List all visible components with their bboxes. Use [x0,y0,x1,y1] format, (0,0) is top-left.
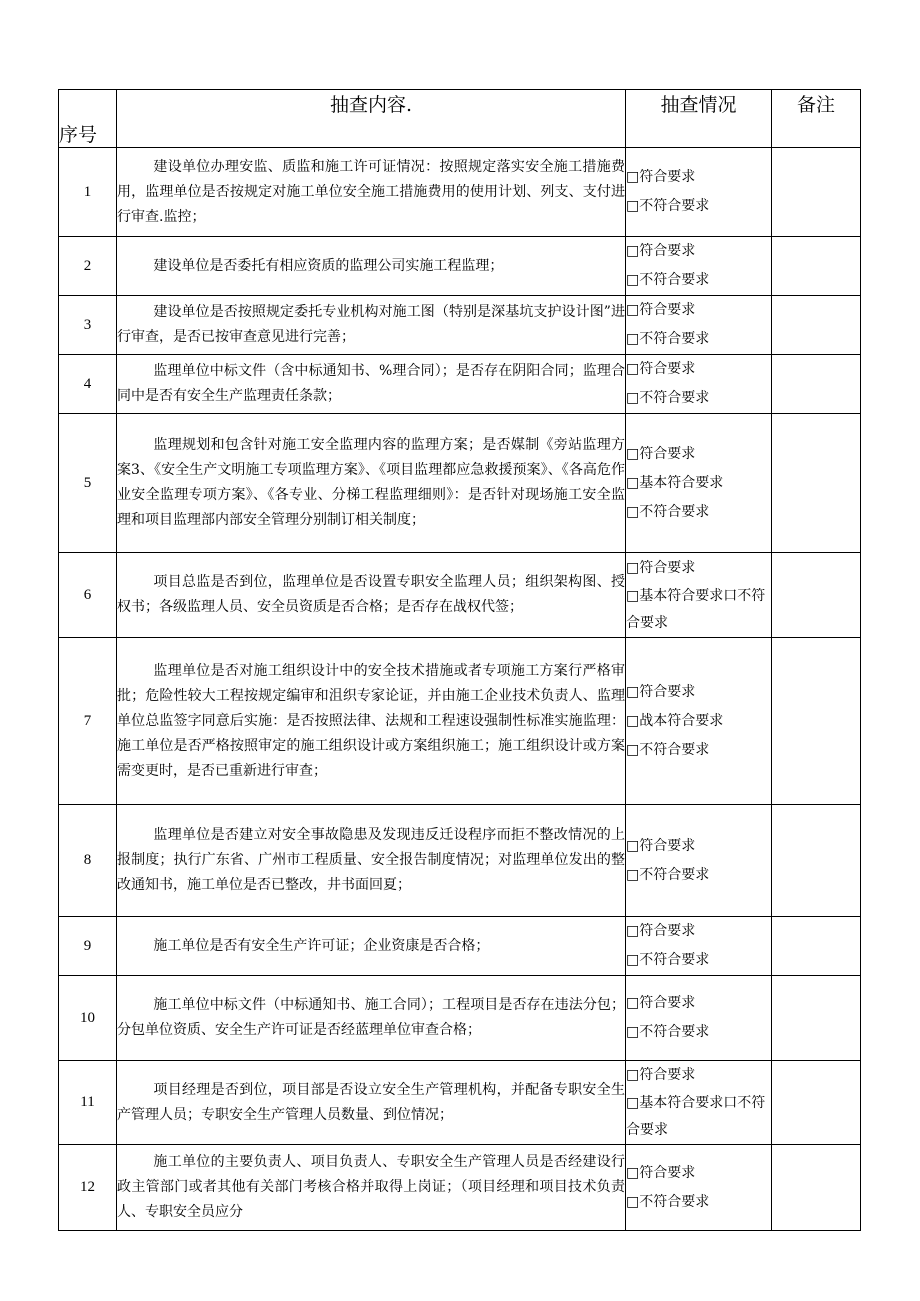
table-row [59,148,861,237]
check-option[interactable]: □符合要求 [626,302,696,318]
row-serial-number: 8 [59,805,117,917]
row-serial-number: 3 [59,296,117,355]
header-remarks: 备注 [772,90,861,148]
row-content: 建设单位是否按照规定委托专业机构对施工图（特别是深基坑支护设计图”进行审查，是否已按审查意见进行完善； [117,296,626,355]
check-option[interactable]: □不符合要求 [626,272,710,288]
row-check-options [626,148,772,237]
row-check-options [626,296,772,355]
check-option[interactable]: □符合要求 [626,445,696,462]
check-option[interactable]: □符合要求 [626,995,696,1011]
table-row [59,414,861,553]
table-row [59,237,861,296]
check-option[interactable]: □符合要求 [626,1067,696,1083]
row-remarks [772,917,861,976]
check-option[interactable]: □不符合要求 [626,1193,710,1210]
check-option[interactable]: □不符合要求 [626,503,710,520]
row-check-options [626,237,772,296]
row-remarks [772,553,861,638]
check-option[interactable]: □符合要求 [626,923,696,939]
row-content: 监理单位是否对施工组织设计中的安全技术措施或者专项施工方案行严格审批；危险性较大工程按规定编审和沮织专家论证，并由施工企业技术负责人、监理单位总监签字同意后实施：是否按照法律、法规和工程速设强制性标准实施监理：施工单位是否严格按照审定的施工组织设计或方案组织施工；施工组织设计或方案需变更时，是否已重新进行审查； [117,638,626,805]
header-serial-number: 序号 [59,90,117,148]
row-check-options [626,553,772,638]
check-option[interactable]: □战本符合要求 [626,712,724,729]
row-check-options [626,1145,772,1231]
row-check-options [626,355,772,414]
row-check-options [626,638,772,805]
row-check-options [626,414,772,553]
inspection-table [58,89,861,1231]
check-option[interactable]: □符合要求 [626,683,696,700]
row-content: 项目总监是否到位，监理单位是否设置专职安全监理人员；组织架构图、授权书；各级监理人员、安全员资质是否合格；是否存在战权代签； [117,553,626,638]
table-row [59,805,861,917]
row-serial-number: 1 [59,148,117,237]
row-serial-number: 4 [59,355,117,414]
table-row [59,976,861,1061]
row-check-options [626,805,772,917]
row-check-options [626,1061,772,1145]
table-row [59,917,861,976]
row-content: 监理规划和包含针对施工安全监理内容的监理方案；是否媒制《旁站监理方案3、《安全生产文明施工专项监理方案》、《项目监理都应急救援预案》、《各高危作业安全监理专项方案》、《各专业、分梯工程监理细则》：是否针对现场施工安全监理和项目监理部内部安全管理分别制订相关制度； [117,414,626,553]
row-content: 施工单位的主要负责人、项目负责人、专职安全生产管理人员是否经建设行政主管部门或者其他有关部门考核合格并取得上岗证；（项目经理和项目技术负责人、专职安全员应分 [117,1145,626,1231]
row-serial-number: 12 [59,1145,117,1231]
header-check-result: 抽查情况 [626,90,772,148]
row-remarks [772,1061,861,1145]
header-content: 抽查内容. [117,90,626,148]
check-option[interactable]: □基本符合要求 [626,474,724,491]
check-option[interactable]: □符合要求 [626,243,696,259]
table-row [59,638,861,805]
check-option[interactable]: □基本符合要求口不符合要求 [626,1095,766,1138]
row-serial-number: 5 [59,414,117,553]
check-option[interactable]: □不符合要求 [626,198,710,214]
header-row [59,90,861,148]
row-remarks [772,414,861,553]
check-option[interactable]: □基本符合要求口不符合要求 [626,587,766,631]
check-option[interactable]: □不符合要求 [626,390,710,406]
check-option[interactable]: □不符合要求 [626,741,710,758]
row-remarks [772,805,861,917]
row-remarks [772,296,861,355]
row-content: 施工单位是否有安全生产许可证；企业资康是否合格； [117,917,626,976]
row-content: 建设单位办理安监、质监和施工许可证情况：按照规定落实安全施工措施费用，监理单位是否按规定对施工单位安全施工措施费用的使用计划、列支、支付进行审查.监控； [117,148,626,237]
table-row [59,1061,861,1145]
row-remarks [772,638,861,805]
check-option[interactable]: □符合要求 [626,559,696,576]
check-option[interactable]: □符合要求 [626,169,696,185]
row-check-options [626,917,772,976]
table-row [59,355,861,414]
row-remarks [772,148,861,237]
row-serial-number: 9 [59,917,117,976]
row-remarks [772,355,861,414]
table-row [59,296,861,355]
check-option[interactable]: □不符合要求 [626,331,710,347]
row-serial-number: 10 [59,976,117,1061]
row-check-options [626,976,772,1061]
check-option[interactable]: □符合要求 [626,361,696,377]
row-content: 监理单位中标文件（含中标通知书、%理合同）；是否存在阴阳合同；监理合同中是否有安全生产监理责任条款； [117,355,626,414]
row-remarks [772,1145,861,1231]
check-option[interactable]: □符合要求 [626,1164,696,1181]
row-remarks [772,237,861,296]
row-content: 监理单位是否建立对安全事故隐患及发现违反迁设程序而拒不整改情况的上报制度；执行广东省、广州市工程质量、安全报告制度情况；对监理单位发出的整改通知书，施工单位是否已整改，井书面回夏； [117,805,626,917]
check-option[interactable]: □不符合要求 [626,952,710,968]
row-serial-number: 2 [59,237,117,296]
row-serial-number: 7 [59,638,117,805]
check-option[interactable]: □符合要求 [626,837,696,854]
row-content: 建设单位是否委托有相应资质的监理公司实施工程监理； [117,237,626,296]
table-row [59,1145,861,1231]
row-content: 施工单位中标文件（中标通知书、施工合同）；工程项目是否存在违法分包；分包单位资质、安全生产许可证是否经蓝理单位审查合格； [117,976,626,1061]
table-row [59,553,861,638]
row-serial-number: 11 [59,1061,117,1145]
check-option[interactable]: □不符合要求 [626,1024,710,1040]
row-content: 项目经理是否到位，项目部是否设立安全生产管理机构，并配备专职安全生产管理人员；专职安全生产管理人员数量、到位情况； [117,1061,626,1145]
row-remarks [772,976,861,1061]
row-serial-number: 6 [59,553,117,638]
check-option[interactable]: □不符合要求 [626,866,710,883]
